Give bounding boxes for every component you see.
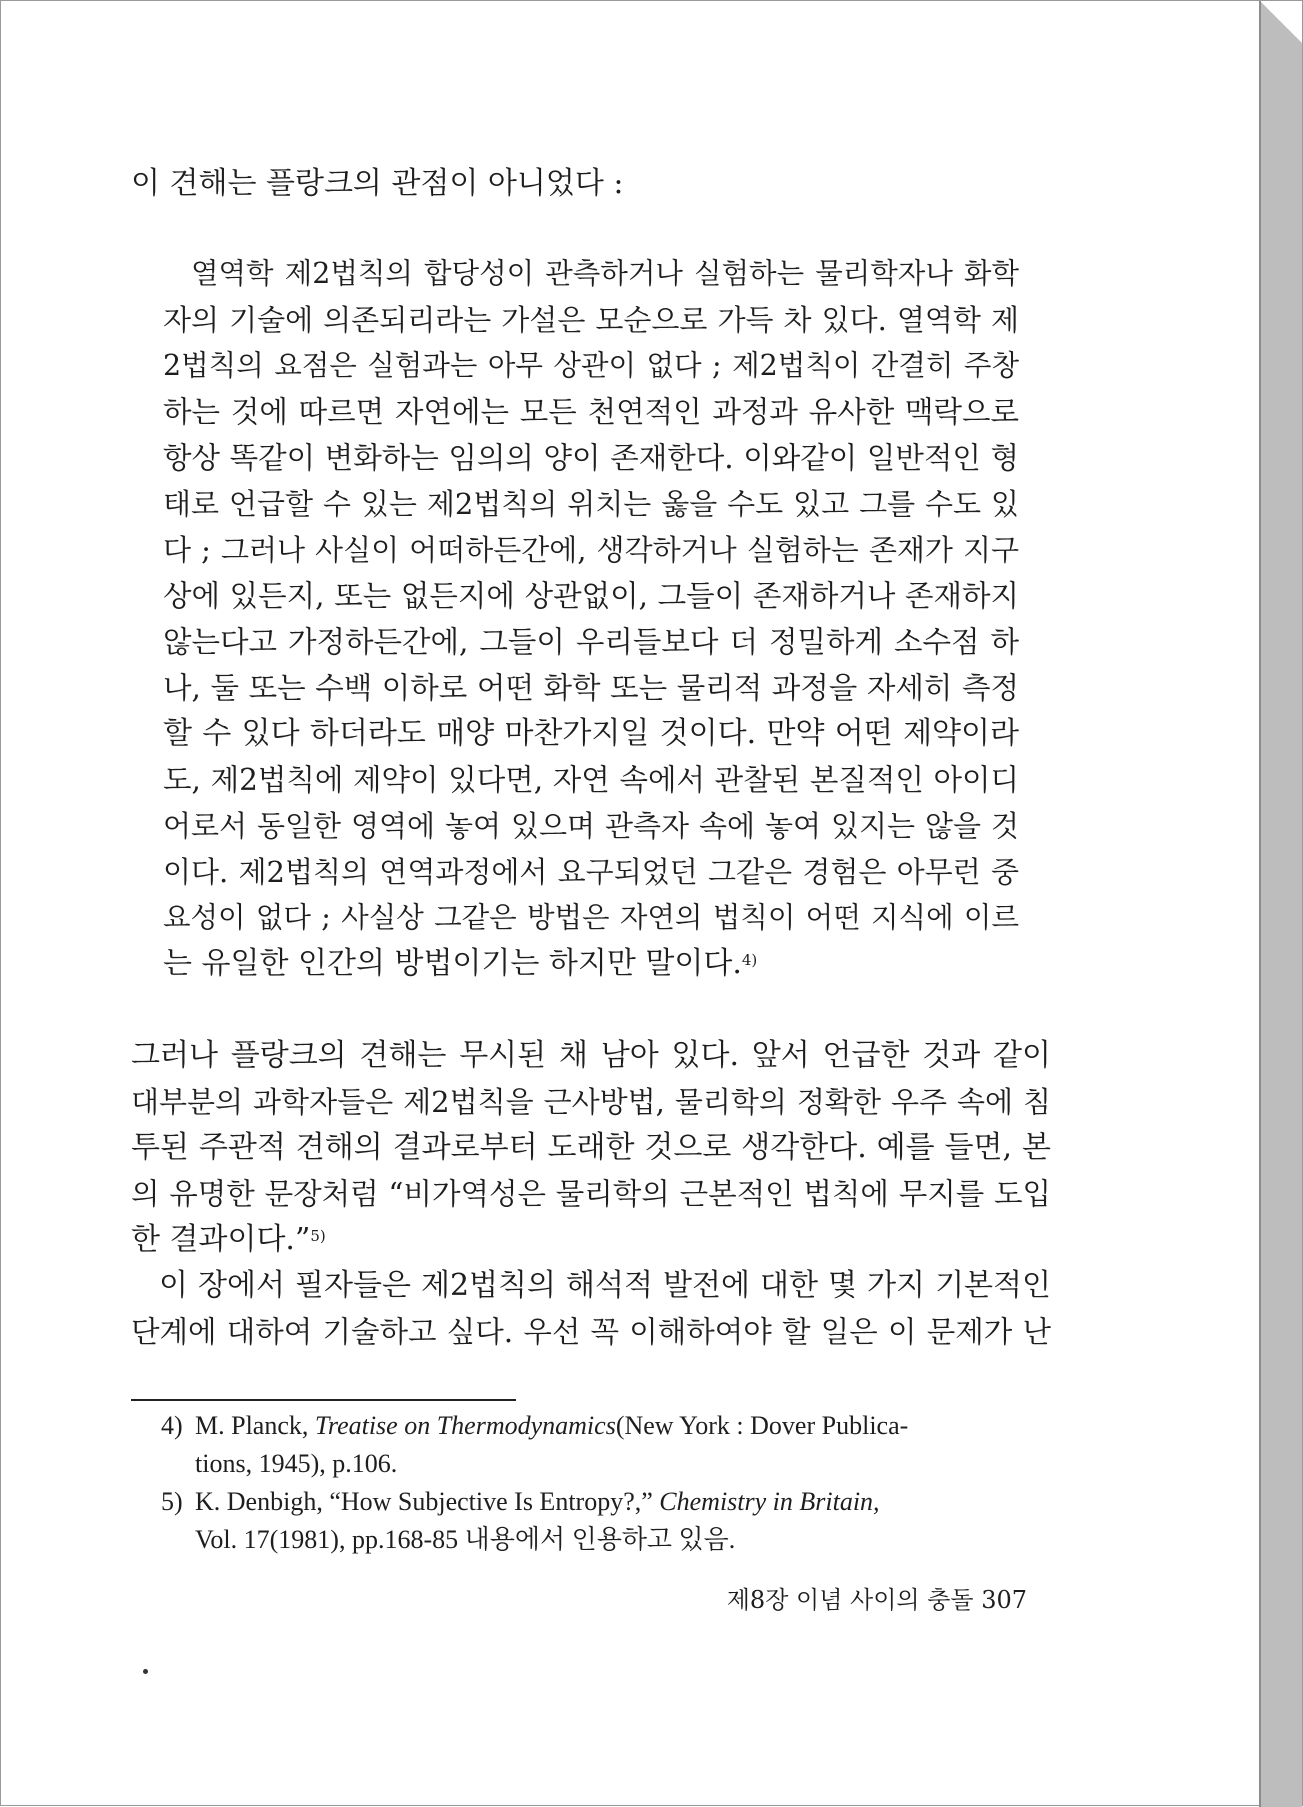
footnote-publisher: (New York : Dover Publica- (615, 1411, 909, 1440)
body-line: 투된 주관적 견해의 결과로부터 도래한 것으로 생각한다. 예를 들면, 본 (131, 1130, 1051, 1165)
footnote-author: M. Planck, (195, 1411, 315, 1440)
quote-line: 도, 제2법칙에 제약이 있다면, 자연 속에서 관찰된 본질적인 아이디 (163, 763, 1019, 797)
footnote-ref-4: 4) (741, 951, 758, 969)
body-line: 대부분의 과학자들은 제2법칙을 근사방법, 물리학의 정확한 우주 속에 침 (131, 1085, 1051, 1119)
footnote-separator (131, 1399, 516, 1401)
quote-line: 할 수 있다 하더라도 매양 마찬가지일 것이다. 만약 어떤 제약이라 (163, 716, 1019, 751)
quote-line: 태로 언급할 수 있는 제2법칙의 위치는 옳을 수도 있고 그를 수도 있 (163, 487, 1019, 521)
quote-line: 나, 둘 또는 수백 이하로 어떤 화학 또는 물리적 과정을 자세히 측정 (163, 671, 1019, 705)
footnote-4-cont: tions, 1945), p.106. (195, 1449, 398, 1478)
quote-line: 항상 똑같이 변화하는 임의의 양이 존재한다. 이와같이 일반적인 형 (163, 441, 1019, 475)
body-line: 그러나 플랑크의 견해는 무시된 채 남아 있다. 앞서 언급한 것과 같이 (131, 1038, 1051, 1073)
footnote-title: Treatise on Thermodynamics (314, 1411, 616, 1440)
quote-line: 는 유일한 인간의 방법이기는 하지만 말이다. (163, 946, 742, 981)
quote-line: 자의 기술에 의존되리라는 가설은 모순으로 가득 차 있다. 열역학 제 (163, 303, 1019, 337)
body-line: 이 장에서 필자들은 제2법칙의 해석적 발전에 대한 몇 가지 기본적인 (159, 1268, 1051, 1303)
quote-line: 이다. 제2법칙의 연역과정에서 요구되었던 그같은 경험은 아무런 중 (163, 855, 1019, 889)
body-last-line (131, 1217, 1051, 1263)
quote-line: 않는다고 가정하든간에, 그들이 우리들보다 더 정밀하게 소수점 하 (163, 625, 1019, 659)
footnote-number: 4) (161, 1411, 183, 1440)
body-line: 한 결과이다.” (131, 1222, 311, 1257)
footnote-5-cont: Vol. 17(1981), pp.168-85 내용에서 인용하고 있음. (195, 1525, 736, 1554)
footnote-ref-5: 5) (310, 1227, 326, 1245)
quote-line: 다 ; 그러나 사실이 어떠하든간에, 생각하거나 실험하는 존재가 지구 (163, 533, 1019, 567)
footnote-author: K. Denbigh, “How Subjective Is Entropy?,” (195, 1487, 660, 1516)
footnote-number: 5) (161, 1487, 183, 1516)
quote-line: 열역학 제2법칙의 합당성이 관측하거나 실험하는 물리학자나 화학 (191, 257, 1019, 290)
quote-line: 2법칙의 요점은 실험과는 아무 상관이 없다 ; 제2법칙이 간결히 주창 (163, 349, 1019, 382)
page-edge-shadow (1238, 1, 1302, 1807)
quote-line: 하는 것에 따르면 자연에는 모든 천연적인 과정과 유사한 맥락으로 (163, 395, 1019, 429)
speck (143, 1669, 148, 1674)
footnote-title: Chemistry in Britain, (659, 1487, 880, 1516)
opening-line: 이 견해는 플랑크의 관점이 아니었다 : (131, 166, 624, 201)
body-line: 단계에 대하여 기술하고 싶다. 우선 꼭 이해하여야 할 일은 이 문제가 난 (131, 1315, 1051, 1349)
footnote-5 (161, 1483, 1061, 1521)
quote-last-line (163, 941, 1019, 987)
running-footer: 제8장 이념 사이의 충돌 307 (726, 1586, 1027, 1614)
body-line: 의 유명한 문장처럼 “비가역성은 물리학의 근본적인 법칙에 무지를 도입 (131, 1177, 1051, 1211)
quote-line: 상에 있든지, 또는 없든지에 상관없이, 그들이 존재하거나 존재하지 (163, 579, 1019, 613)
footnote-4 (161, 1407, 1061, 1445)
quote-line: 어로서 동일한 영역에 놓여 있으며 관측자 속에 놓여 있지는 않을 것 (163, 809, 1019, 843)
quote-line: 요성이 없다 ; 사실상 그같은 방법은 자연의 법칙이 어떤 지식에 이르 (163, 901, 1019, 934)
